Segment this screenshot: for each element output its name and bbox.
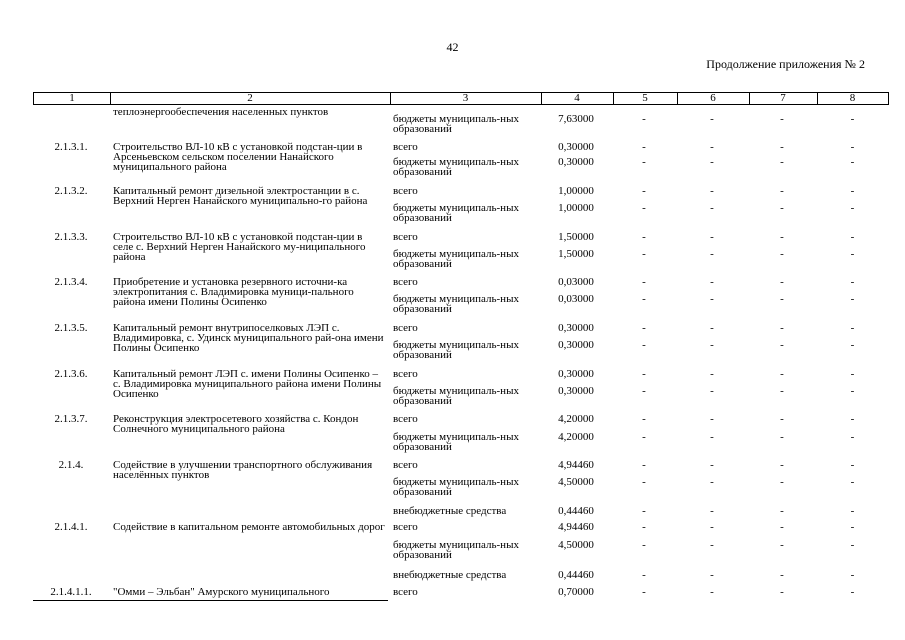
row-code: 2.1.4.1. bbox=[54, 521, 88, 533]
value-col-4: 0,03000 bbox=[558, 276, 594, 288]
underline-divider bbox=[33, 600, 388, 601]
funding-source: бюджеты муниципаль-ных образований bbox=[393, 476, 519, 498]
value-col-8: - bbox=[850, 586, 855, 598]
value-col-6: - bbox=[710, 202, 714, 214]
value-col-8: - bbox=[850, 569, 855, 581]
funding-source: всего bbox=[393, 586, 418, 598]
value-col-4: 4,94460 bbox=[558, 521, 594, 533]
continuation-caption: Продолжение приложения № 2 bbox=[706, 57, 865, 71]
value-col-4: 4,20000 bbox=[558, 413, 594, 425]
funding-source: внебюджетные средства bbox=[393, 569, 507, 581]
value-col-7: - bbox=[780, 431, 784, 443]
value-col-8: - bbox=[850, 539, 855, 551]
value-col-5: - bbox=[642, 586, 646, 598]
header-col-5: 5 bbox=[642, 92, 648, 104]
value-col-8: - bbox=[850, 368, 855, 380]
value-col-5: - bbox=[642, 413, 646, 425]
value-col-5: - bbox=[642, 539, 646, 551]
funding-source: всего bbox=[393, 521, 418, 533]
row-code: 2.1.3.1. bbox=[54, 141, 88, 153]
value-col-8: - bbox=[850, 322, 855, 334]
value-col-8: - bbox=[850, 385, 855, 397]
funding-source: бюджеты муниципаль-ных образований bbox=[393, 293, 519, 315]
value-col-5: - bbox=[642, 248, 646, 260]
funding-source: внебюджетные средства bbox=[393, 505, 507, 517]
value-col-5: - bbox=[642, 113, 646, 125]
value-col-4: 1,00000 bbox=[558, 185, 594, 197]
value-col-8: - bbox=[850, 413, 855, 425]
page-number: 42 bbox=[446, 40, 459, 54]
value-col-8: - bbox=[850, 276, 855, 288]
value-col-8: - bbox=[850, 185, 855, 197]
value-col-7: - bbox=[780, 202, 784, 214]
value-col-5: - bbox=[642, 569, 646, 581]
funding-source: бюджеты муниципаль-ных образований bbox=[393, 339, 519, 361]
value-col-4: 1,00000 bbox=[558, 202, 594, 214]
value-col-4: 4,50000 bbox=[558, 539, 594, 551]
row-code: 2.1.3.2. bbox=[54, 185, 88, 197]
row-code: 2.1.3.4. bbox=[54, 276, 88, 288]
value-col-7: - bbox=[780, 413, 784, 425]
row-name: Капитальный ремонт внутрипоселковых ЛЭП с. Владимировка, с. Удинск муниципального рай-она имени Полины Осипенко bbox=[113, 322, 384, 354]
value-col-6: - bbox=[710, 431, 714, 443]
value-col-5: - bbox=[642, 185, 646, 197]
value-col-6: - bbox=[710, 231, 714, 243]
funding-source: всего bbox=[393, 368, 418, 380]
funding-source: всего bbox=[393, 413, 418, 425]
value-col-8: - bbox=[850, 293, 855, 305]
value-col-7: - bbox=[780, 113, 784, 125]
value-col-5: - bbox=[642, 505, 646, 517]
value-col-4: 7,63000 bbox=[558, 113, 594, 125]
value-col-7: - bbox=[780, 569, 784, 581]
value-col-7: - bbox=[780, 505, 784, 517]
value-col-8: - bbox=[850, 231, 855, 243]
value-col-7: - bbox=[780, 141, 784, 153]
row-name: Строительство ВЛ-10 кВ с установкой подстан-ции в селе с. Верхний Нерген Нанайского му-ниципального района bbox=[113, 231, 366, 263]
value-col-4: 1,50000 bbox=[558, 248, 594, 260]
row-code: 2.1.4. bbox=[58, 459, 84, 471]
value-col-6: - bbox=[710, 322, 714, 334]
row-name: Капитальный ремонт дизельной электростанции в с. Верхний Нерген Нанайского муниципально-го района bbox=[113, 185, 368, 207]
value-col-7: - bbox=[780, 293, 784, 305]
value-col-4: 0,30000 bbox=[558, 156, 594, 168]
value-col-6: - bbox=[710, 505, 714, 517]
value-col-8: - bbox=[850, 476, 855, 488]
row-name: "Омми – Эльбан" Амурского муниципального bbox=[113, 586, 330, 598]
row-name: Приобретение и установка резервного источни-ка электропитания с. Владимировка муници-пального района имени Полины Осипенко bbox=[113, 276, 354, 308]
value-col-7: - bbox=[780, 276, 784, 288]
row-code: 2.1.3.5. bbox=[54, 322, 88, 334]
value-col-4: 0,30000 bbox=[558, 368, 594, 380]
funding-source: всего bbox=[393, 185, 418, 197]
value-col-8: - bbox=[850, 202, 855, 214]
row-name: Реконструкция электросетевого хозяйства с. Кондон Солнечного муниципального района bbox=[113, 413, 359, 435]
row-code: 2.1.3.6. bbox=[54, 368, 88, 380]
value-col-4: 0,30000 bbox=[558, 322, 594, 334]
value-col-8: - bbox=[850, 431, 855, 443]
value-col-4: 4,20000 bbox=[558, 431, 594, 443]
value-col-5: - bbox=[642, 276, 646, 288]
row-name: Капитальный ремонт ЛЭП с. имени Полины Осипенко – с. Владимировка муниципального района имени Полины Осипенко bbox=[113, 368, 382, 400]
value-col-4: 0,03000 bbox=[558, 293, 594, 305]
header-col-8: 8 bbox=[849, 92, 856, 104]
value-col-8: - bbox=[850, 339, 855, 351]
row-name: Строительство ВЛ-10 кВ с установкой подстан-ции в Арсеньевском сельском поселении Нанайского муниципального района bbox=[113, 141, 363, 173]
value-col-6: - bbox=[710, 586, 714, 598]
row-code: 2.1.3.7. bbox=[54, 413, 88, 425]
value-col-6: - bbox=[710, 185, 714, 197]
header-col-2: 2 bbox=[247, 92, 253, 104]
funding-source: бюджеты муниципаль-ных образований bbox=[393, 539, 519, 561]
row-name: теплоэнергообеспечения населенных пунктов bbox=[113, 106, 329, 118]
value-col-8: - bbox=[850, 248, 855, 260]
header-col-3: 3 bbox=[462, 92, 469, 104]
value-col-7: - bbox=[780, 368, 784, 380]
value-col-5: - bbox=[642, 202, 646, 214]
value-col-5: - bbox=[642, 431, 646, 443]
funding-source: бюджеты муниципаль-ных образований bbox=[393, 385, 519, 407]
value-col-7: - bbox=[780, 385, 784, 397]
value-col-5: - bbox=[642, 156, 646, 168]
value-col-7: - bbox=[780, 248, 784, 260]
value-col-7: - bbox=[780, 459, 784, 471]
value-col-4: 0,30000 bbox=[558, 385, 594, 397]
value-col-6: - bbox=[710, 113, 714, 125]
value-col-6: - bbox=[710, 413, 714, 425]
funding-source: всего bbox=[393, 276, 418, 288]
row-name: Содействие в капитальном ремонте автомобильных дорог bbox=[113, 521, 385, 533]
value-col-4: 4,50000 bbox=[558, 476, 594, 488]
row-name: Содействие в улучшении транспортного обслуживания населённых пунктов bbox=[113, 459, 373, 481]
value-col-7: - bbox=[780, 231, 784, 243]
value-col-4: 0,30000 bbox=[558, 339, 594, 351]
value-col-6: - bbox=[710, 248, 714, 260]
value-col-8: - bbox=[850, 113, 855, 125]
funding-source: всего bbox=[393, 459, 418, 471]
row-code: 2.1.3.3. bbox=[54, 231, 88, 243]
value-col-6: - bbox=[710, 368, 714, 380]
header-col-1: 1 bbox=[69, 92, 75, 104]
value-col-7: - bbox=[780, 476, 784, 488]
value-col-5: - bbox=[642, 368, 646, 380]
value-col-4: 0,44460 bbox=[558, 505, 594, 517]
value-col-6: - bbox=[710, 539, 714, 551]
value-col-5: - bbox=[642, 339, 646, 351]
value-col-4: 0,44460 bbox=[558, 569, 594, 581]
value-col-7: - bbox=[780, 339, 784, 351]
value-col-6: - bbox=[710, 521, 714, 533]
value-col-5: - bbox=[642, 231, 646, 243]
header-col-6: 6 bbox=[710, 92, 716, 104]
value-col-6: - bbox=[710, 385, 714, 397]
value-col-8: - bbox=[850, 459, 855, 471]
value-col-6: - bbox=[710, 476, 714, 488]
value-col-8: - bbox=[850, 521, 855, 533]
value-col-5: - bbox=[642, 293, 646, 305]
value-col-8: - bbox=[850, 505, 855, 517]
header-col-4: 4 bbox=[574, 92, 580, 104]
value-col-6: - bbox=[710, 459, 714, 471]
value-col-5: - bbox=[642, 459, 646, 471]
funding-source: всего bbox=[393, 141, 418, 153]
value-col-7: - bbox=[780, 156, 784, 168]
value-col-6: - bbox=[710, 569, 714, 581]
value-col-6: - bbox=[710, 293, 714, 305]
value-col-7: - bbox=[780, 521, 784, 533]
funding-source: бюджеты муниципаль-ных образований bbox=[393, 113, 519, 135]
value-col-5: - bbox=[642, 385, 646, 397]
value-col-4: 4,94460 bbox=[558, 459, 594, 471]
funding-source: всего bbox=[393, 322, 418, 334]
value-col-8: - bbox=[850, 156, 855, 168]
value-col-7: - bbox=[780, 586, 784, 598]
value-col-6: - bbox=[710, 141, 714, 153]
value-col-5: - bbox=[642, 521, 646, 533]
value-col-7: - bbox=[780, 539, 784, 551]
funding-source: бюджеты муниципаль-ных образований bbox=[393, 431, 519, 453]
value-col-5: - bbox=[642, 141, 646, 153]
funding-source: всего bbox=[393, 231, 418, 243]
value-col-6: - bbox=[710, 156, 714, 168]
value-col-7: - bbox=[780, 185, 784, 197]
value-col-5: - bbox=[642, 476, 646, 488]
table-header bbox=[33, 92, 889, 105]
value-col-4: 0,70000 bbox=[558, 586, 594, 598]
funding-source: бюджеты муниципаль-ных образований bbox=[393, 202, 519, 224]
value-col-5: - bbox=[642, 322, 646, 334]
value-col-4: 1,50000 bbox=[558, 231, 594, 243]
value-col-7: - bbox=[780, 322, 784, 334]
value-col-6: - bbox=[710, 276, 714, 288]
value-col-8: - bbox=[850, 141, 855, 153]
value-col-6: - bbox=[710, 339, 714, 351]
funding-source: бюджеты муниципаль-ных образований bbox=[393, 156, 519, 178]
header-col-7: 7 bbox=[780, 92, 786, 104]
funding-source: бюджеты муниципаль-ных образований bbox=[393, 248, 519, 270]
row-code: 2.1.4.1.1. bbox=[50, 586, 92, 598]
value-col-4: 0,30000 bbox=[558, 141, 594, 153]
